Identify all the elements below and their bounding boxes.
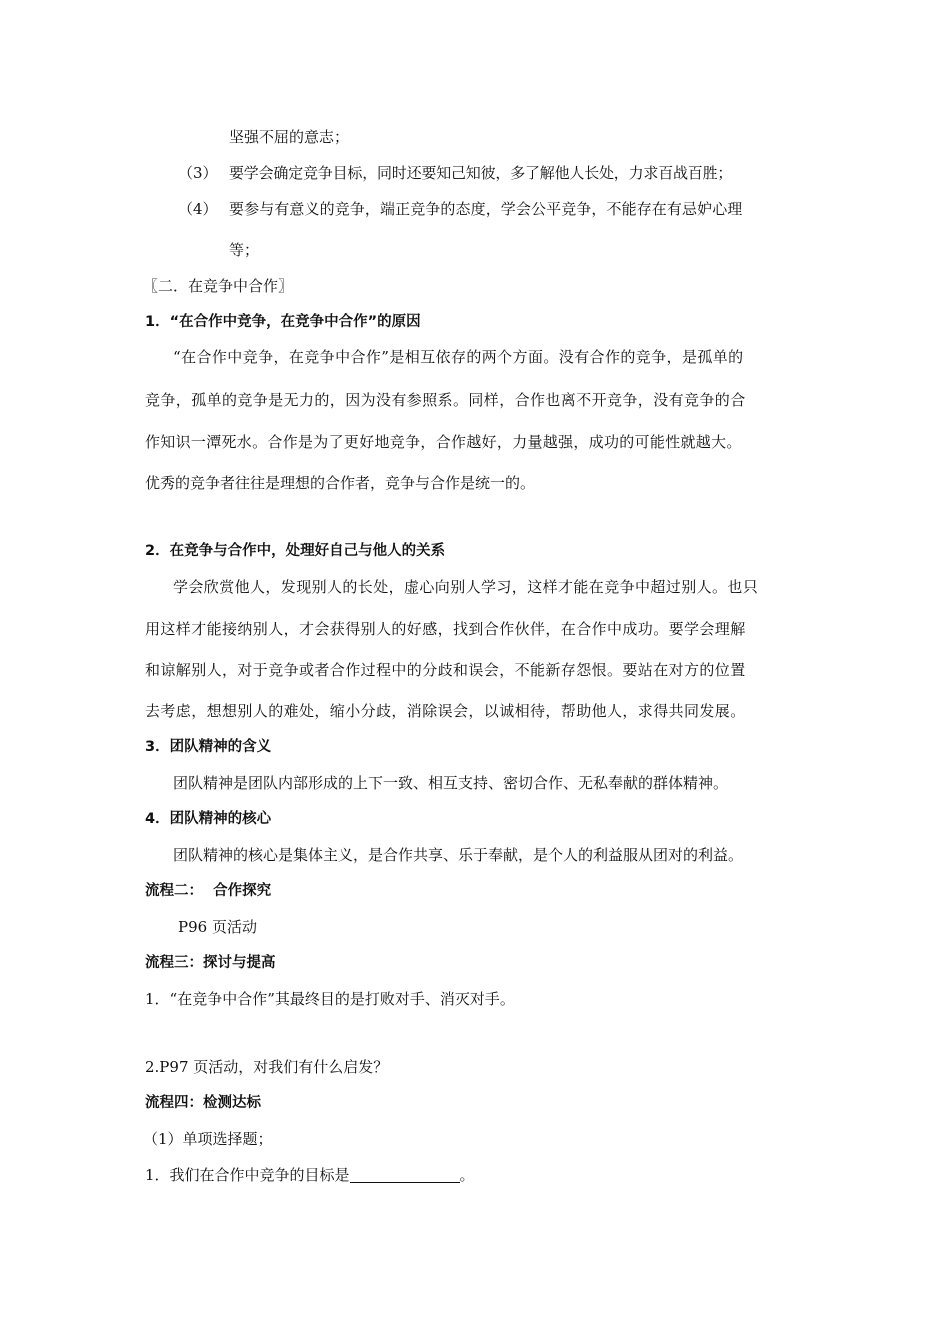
list-item-4-line-1: 要参与有意义的竞争，端正竞争的态度，学会公平竞争，不能存在有忌妒心理	[229, 200, 743, 218]
paragraph-2-line-2: 用这样才能接纳别人，才会获得别人的好感，找到合作伙伴，在合作中成功。要学会理解	[145, 620, 746, 638]
subsection-2-title: 2．在竞争与合作中，处理好自己与他人的关系	[145, 543, 446, 559]
paragraph-3: 团队精神是团队内部形成的上下一致、相互支持、密切合作、无私奉献的群体精神。	[173, 774, 729, 792]
flow-3-question-2: 2.P97 页活动，对我们有什么启发？	[145, 1058, 389, 1076]
flow-3-title: 流程三：探讨与提高	[145, 955, 276, 971]
paragraph-1-line-3: 作知识一潭死水。合作是为了更好地竞争，合作越好，力量越强，成功的可能性就越大。	[145, 433, 742, 451]
answer-blank	[350, 1166, 460, 1183]
list-item-3-number: （3）	[178, 164, 218, 182]
paragraph-2-line-3: 和谅解别人，对于竞争或者合作过程中的分歧和误会，不能新存怨恨。要站在对方的位置	[145, 661, 746, 679]
list-item-4-number: （4）	[178, 200, 218, 218]
flow-4-subheading: （1）单项选择题；	[143, 1130, 273, 1148]
list-item-2-tail: 坚强不屈的意志；	[229, 128, 350, 146]
paragraph-4: 团队精神的核心是集体主义，是合作共享、乐于奉献，是个人的利益服从团对的利益。	[173, 846, 744, 864]
subsection-3-title: 3．团队精神的含义	[145, 739, 272, 755]
flow-4-title: 流程四：检测达标	[145, 1095, 261, 1111]
flow-2-title: 流程二： 合作探究	[145, 883, 272, 899]
paragraph-2-line-4: 去考虑，想想别人的难处，缩小分歧，消除误会，以诚相待，帮助他人，求得共同发展。	[145, 702, 746, 720]
question-1-text: 1．我们在合作中竞争的目标是	[145, 1166, 350, 1184]
paragraph-2-line-1: 学会欣赏他人，发现别人的长处，虚心向别人学习，这样才能在竞争中超过别人。也只	[173, 578, 759, 596]
list-item-4-line-2: 等；	[229, 241, 260, 259]
paragraph-1-line-1: “在合作中竞争，在竞争中合作”是相互依存的两个方面。没有合作的竞争，是孤单的	[173, 348, 744, 366]
section-heading: 〖二．在竞争中合作〗	[143, 277, 294, 295]
flow-2-text: P96 页活动	[178, 918, 257, 936]
paragraph-1-line-2: 竞争，孤单的竞争是无力的，因为没有参照系。同样，合作也离不开竞争，没有竞争的合	[145, 391, 746, 409]
subsection-1-title: 1．“在合作中竞争，在竞争中合作”的原因	[145, 314, 421, 330]
flow-3-question-1: 1．“在竞争中合作”其最终目的是打败对手、消灭对手。	[145, 990, 515, 1008]
question-1	[145, 1165, 475, 1185]
paragraph-1-line-4: 优秀的竞争者往往是理想的合作者，竞争与合作是统一的。	[145, 474, 536, 492]
subsection-4-title: 4．团队精神的核心	[145, 811, 272, 827]
list-item-3-text: 要学会确定竞争目标，同时还要知己知彼，多了解他人长处，力求百战百胜；	[229, 164, 733, 182]
question-1-end: 。	[459, 1166, 475, 1184]
